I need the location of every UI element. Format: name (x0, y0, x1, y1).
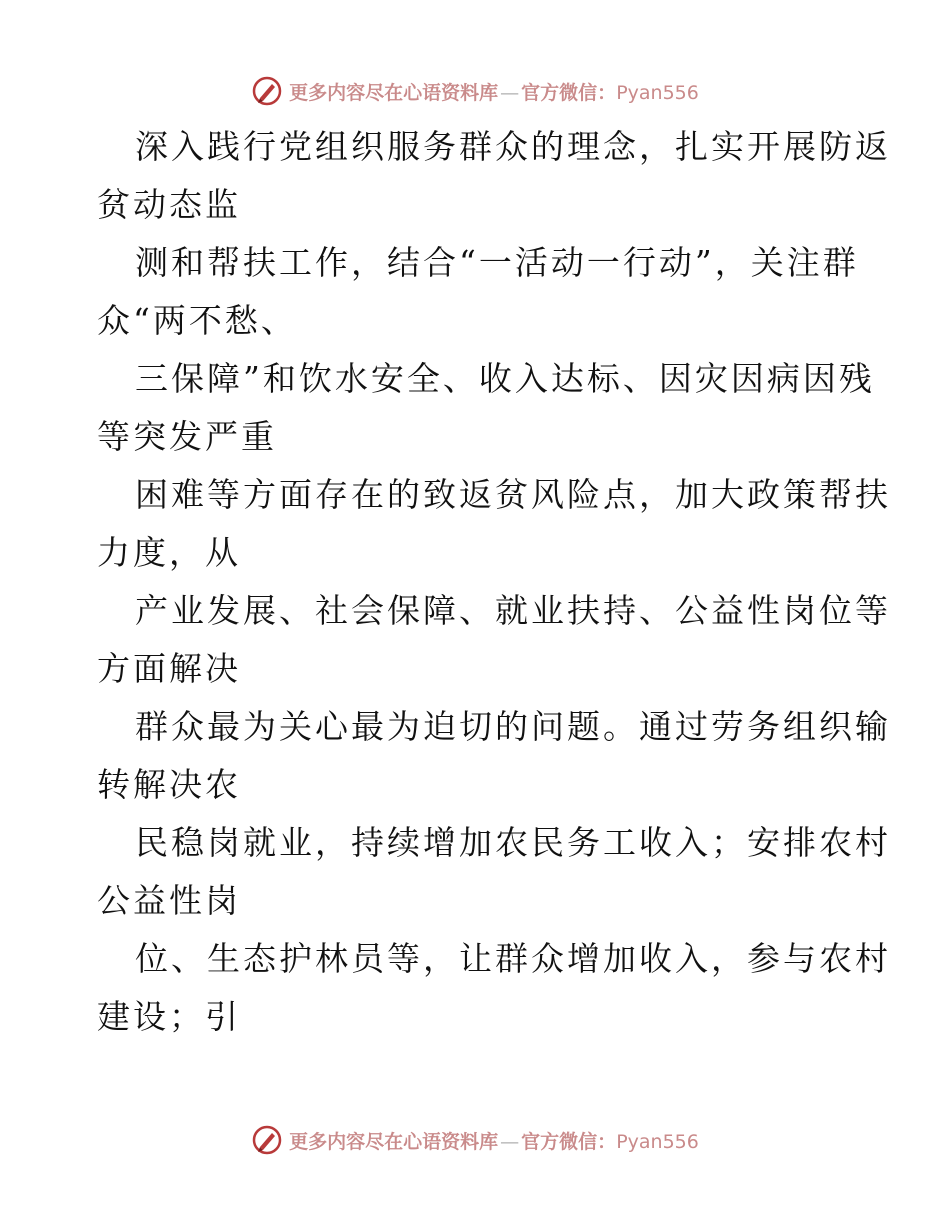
footer-watermark (0, 1120, 950, 1160)
text-line: 贫动态监 (97, 185, 241, 224)
watermark-suffix: 官方微信： (521, 81, 617, 104)
watermark-dash: — (500, 1130, 520, 1153)
watermark-suffix: 官方微信： (521, 1130, 617, 1153)
header-watermark (0, 71, 950, 111)
text-line: 群众最为关心最为迫切的问题。通过劳务组织输 (135, 707, 891, 746)
watermark-brand: Pyan556 (616, 81, 699, 104)
document-body (97, 118, 891, 1046)
pen-logo-icon (251, 1124, 283, 1156)
text-line: 公益性岗 (97, 881, 241, 920)
text-line: 众“两不愁、 (97, 301, 297, 340)
watermark-text (289, 78, 699, 105)
text-line: 等突发严重 (97, 417, 277, 456)
text-line: 建设；引 (97, 997, 241, 1036)
text-line: 产业发展、社会保障、就业扶持、公益性岗位等 (135, 591, 891, 630)
text-line: 方面解决 (97, 649, 241, 688)
pen-logo-icon (251, 75, 283, 107)
text-line: 力度，从 (97, 533, 241, 572)
text-line: 三保障”和饮水安全、收入达标、因灾因病因残 (135, 359, 875, 398)
text-line: 转解决农 (97, 765, 241, 804)
text-line: 位、生态护林员等，让群众增加收入，参与农村 (135, 939, 891, 978)
watermark-main: 更多内容尽在心语资料库 (289, 1130, 499, 1153)
text-line: 民稳岗就业，持续增加农民务工收入；安排农村 (135, 823, 891, 862)
watermark-brand: Pyan556 (616, 1130, 699, 1153)
watermark-dash: — (500, 81, 520, 104)
watermark-main: 更多内容尽在心语资料库 (289, 81, 499, 104)
watermark-text (289, 1127, 699, 1154)
text-line: 测和帮扶工作，结合“一活动一行动”，关注群 (135, 243, 859, 282)
text-line: 深入践行党组织服务群众的理念，扎实开展防返 (135, 127, 891, 166)
text-line: 困难等方面存在的致返贫风险点，加大政策帮扶 (135, 475, 891, 514)
